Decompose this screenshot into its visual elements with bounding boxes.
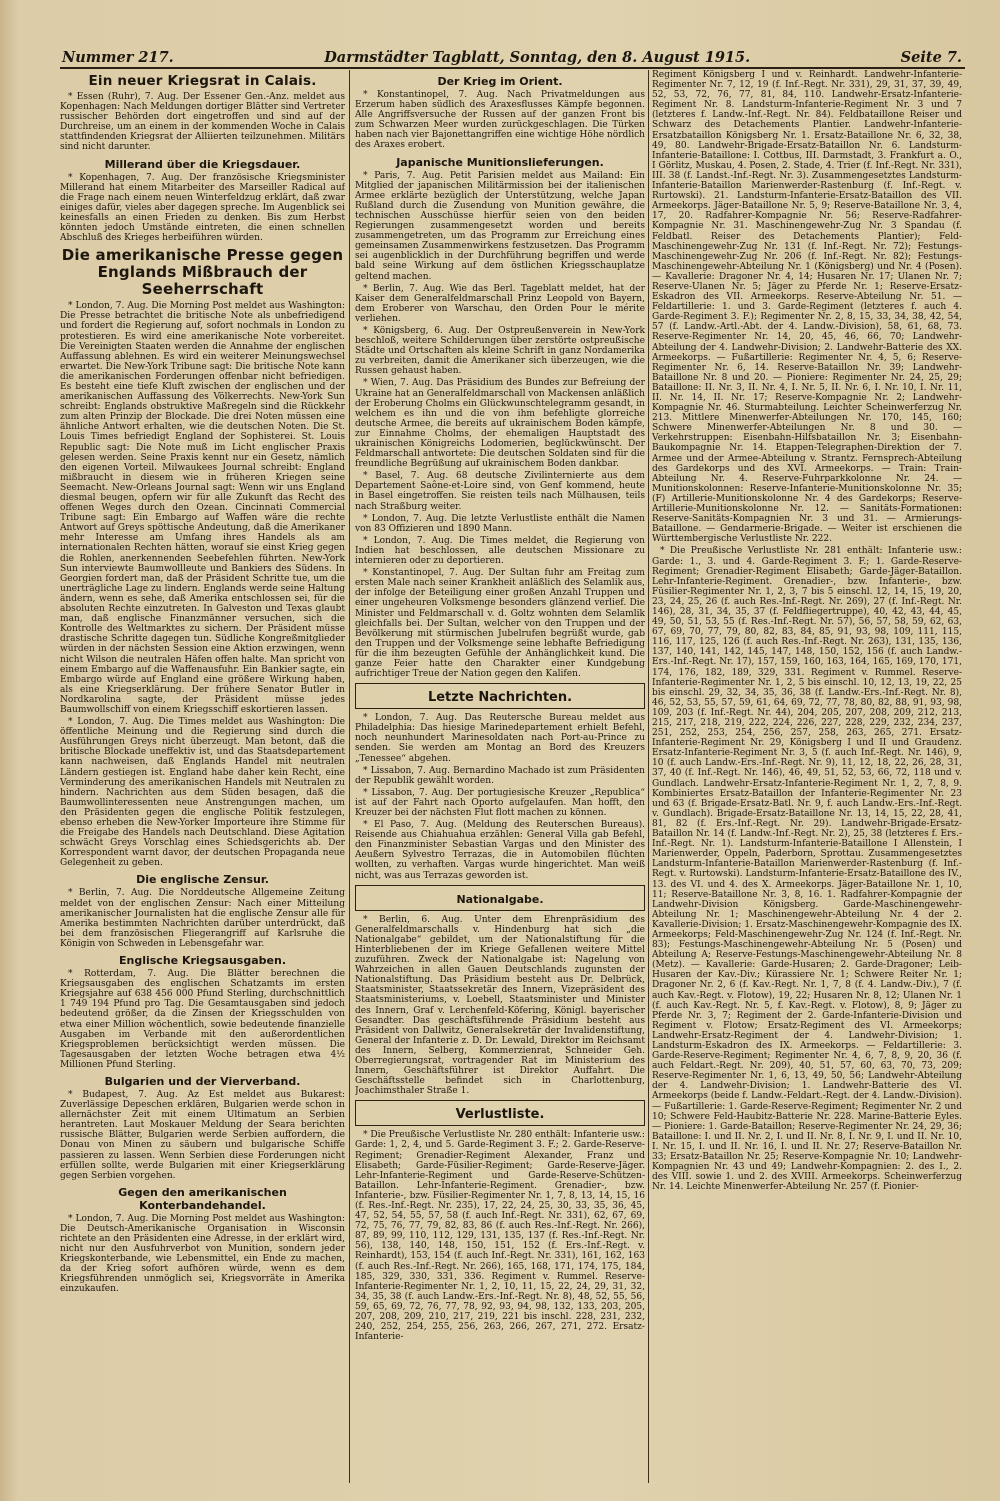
headline-orient: Der Krieg im Orient. (437, 75, 563, 88)
headline-millerand: Millerand über die Kriegsdauer. (104, 157, 301, 171)
issue-number: Nummer 217. (62, 49, 174, 66)
article-nationalgabe: * Berlin, 6. Aug. Unter dem Ehrenpräsidium des Generalfeldmarschalls v. Hindenburg hat sich „die Nationalgabe“ gebildet, um der Nationalstiftung für die Hinterbliebenen der im Kriege Gefallenen weitere Mittel zuzuführen. Zweck der Nationalgabe ist: Nagelung von Wahrzeichen in allen Gauen Deutschlands zugunsten der Nationalstiftung. Das Präsidium besteht aus Dr. Delbrück, Staatsminister, Staatssekretär des Innern, Vizepräsident des Staatsministeriums, v. Loebell, Staatsminister und Minister des Innern, Graf v. Lerchenfeld-Köfering, Königl. bayerischer Gesandter. Das geschäftsführende Präsidium besteht aus Präsident von Dallwitz, Generalsekretär der Invalidenstiftung, General der Infanterie z. D. Dr. Lewald, Direktor im Reichsamt des Innern, Selberg, Kommerzienrat, Schneider Geh. Oberregierungsrat, vortragender Rat im Ministerium des Innern, Geschäftsführer ist Direktor Auffahrt. Die Geschäftsstelle befindet sich in Charlottenburg, Joachimsthaler Straße 1. (355, 914, 645, 1097)
article-american-press-1: * London, 7. Aug. Die Morning Post meldet aus Washington: Die Presse betrachtet die britische Note als unbefriedigend und fordert die Regierung auf, sofort nochmals in London zu protestieren. Es wird eine amerikanische Note vorbereitet. Die Vereinigten Staaten werden die Annahme der englischen Auffassung ablehnen. Es wird ein weiterer Meinungswechsel erwartet. Die New-York Tribune sagt: Die britische Note kann die amerikanischen Forderungen offenbar nicht befriedigen. Es besteht eine tiefe Kluft zwischen der englischen und der amerikanischen Auffassung des Völkerrechts. New-York Sun schreibt: Englands obstruktive Maßregeln sind die Rückkehr zum alten Prinzip der Blockade. Die drei Noten müssen eine ähnliche Antwort erhalten, wie die deutschen Noten. Die St. Louis Times befriedigt England der Sophisterei. St. Louis Republic sagt: Die Note muß im Licht englischer Praxis gelesen werden. Seine Praxis kennt nur ein Gesetz, nämlich den eigenen Vorteil. Milwaukees Journal schreibt: England mißbraucht in diesem wie in früheren Kriegen seine Seemacht. New-Orleans Journal sagt: Wenn wir uns England diesmal beugen, opfern wir für alle Zukunft das Recht des offenen Weges durch den Ozean. Cincinnati Commercial Tribune sagt: Ein Embargo auf Waffen wäre die rechte Antwort auf Greys spöttische Andeutung, daß die Amerikaner mehr Interesse am Umfang ihres Handels als am internationalen Rechten hätten, worauf sie einst Krieg gegen die Rohlen, anerkennenden Seebefehlen führten. New-York Sun interviewte Baumwollleute und Bankiers des Südens. In Georgien fordert man, daß der Präsident Schritte tue, um die unerträgliche Lage zu lindern. Englands werde seine Haltung ändern, wenn es sehe, daß Amerika entschlossen sei, für die absoluten Rechte einzutreten. In Galveston und Texas glaubt man, daß englische Finanzmänner versuchen, sich die Kontrolle des Weltmarktes zu sichern. Der Präsident müsse drastische Schritte dagegen tun. Südliche Kongreßmitglieder würden in der nächsten Session eine Aktion erzwingen, wenn nicht Wilson die neutralen Häfen offen halte. Man spricht von einem Embargo auf die Waffenausfuhr. Ein Bankier sagte, ein Embargo würde auf England eine größere Wirkung haben, als eine Kriegserklärung. Der frühere Senator Butler in Nordkarolina sagte, der Präsident müsse jedes Baumwollschiff von einem Kriegsschiff eskortieren lassen. (60, 301, 345, 715)
article-casualty-list-280: * Die Preußische Verlustliste Nr. 280 enthält: Infanterie usw.: Garde: 1, 2, 4, und 5. Garde-Regiment 3. F.; 2. Garde-Reserve-Regiment; Grenadier-Regiment Alexander, Franz und Elisabeth; Garde-Füsilier-Regiment; Garde-Reserve-Jäger. Lehr-Infanterie-Regiment und Garde-Reserve-Schützen-Bataillon. Lehr-Infanterie-Regiment. Grenadier-, bzw. Infanterie-, bzw. Füsilier-Regimenter Nr. 1, 7, 8, 13, 14, 15, 16 (f. Res.-Inf.-Regt. Nr. 235), 17, 22, 24, 25, 30, 33, 35, 36, 45, 47, 52, 54, 55, 57, 58 (f. auch Inf.-Regt. Nr. 331), 62, 67, 69, 72, 75, 76, 77, 79, 82, 83, 86 (f. auch Res.-Inf.-Regt. Nr. 266), 87, 89, 99, 110, 112, 129, 131, 135, 137 (f. Res.-Inf.-Regt. Nr. 56), 138, 140, 148, 150, 151, 152 (f. Ers.-Inf.-Regt. v. Reinhardt), 153, 154 (f. auch Inf.-Regt. Nr. 331), 161, 162, 163 (f. auch Res.-Inf.-Regt. Nr. 266), 165, 168, 171, 174, 175, 184, 185, 329, 330, 331, 336. Regiment v. Rummel. Reserve-Infanterie-Regimenter Nr. 1, 2, 10, 11, 15, 22, 24, 29, 31, 32, 34, 35, 38 (f. auch Landw.-Ers.-Inf.-Regt. Nr. 8), 48, 52, 55, 56, 59, 65, 69, 72, 76, 77, 78, 92, 93, 94, 98, 132, 133, 203, 205, 207, 208, 209, 210, 217, 219, 221 bis inschl. 228, 231, 232, 240, 252, 254, 255, 256, 263, 266, 267, 271, 272. Ersatz-Infanterie- (355, 1130, 645, 1343)
article-calais: * Essen (Ruhr), 7. Aug. Der Essener Gen.-Anz. meldet aus Kopenhagen: Nach Meldungen dortiger Blätter sind Vertreter russischer Behörden dort eingetroffen und sind auf der Durchreise, um an einem in der kommenden Woche in Calais stattfindenden Kriegsrat der Alliierten teilzunehmen. Militärs sind nicht darunter. (60, 92, 345, 153)
article-war-expenses: * Rotterdam, 7. Aug. Die Blätter berechnen die Kriegsausgaben des englischen Schatzamts im ersten Kriegsjahre auf 638 456 000 Pfund Sterling, durchschnittlich 1 749 194 Pfund pro Tag. Die Gesamtausgaben sind jedoch bedeutend größer, da die Zinsen der Kriegsschulden von etwa einer Million wöchentlich, sowie bedeutende finanzielle Ausgaben im Verbande mit den außerordentlichen Kriegsproblemen berücksichtigt werden müssen. Die Tagesausgaben der letzten Woche betragen etwa 4½ Millionen Pfund Sterling. (60, 969, 345, 1070)
article-bulgaria: * Budapest, 7. Aug. Az Est meldet aus Bukarest: Zuverlässige Depeschen erklären, Bulgarien werde schon in allernächster Zeit mit einem Ultimatum an Serbien herantreten. Laut Moskauer Meldung der Seara berichten russische Blätter, Bulgarien werde Serbien auffordern, die Donau von Minen zu säubern und bulgarische Schiffe passieren zu lassen. Wenn Serbien diese Forderungen nicht erfüllen sollte, werde Bulgarien mit einer Kriegserklärung gegen Serbien vorgehen. (60, 1089, 345, 1181)
page-number: Seite 7. (900, 49, 962, 66)
article-censorship: * Berlin, 7. Aug. Die Norddeutsche Allgemeine Zeitung meldet von der englischen Zensur: Nach einer Mitteilung amerikanischer Journalisten hat die englische Zensur alle für Amerika bestimmten Nachrichten darüber unterdrückt, daß bei dem französischen Fliegerangriff auf Karlsruhe die Königin von Schweden in Lebensgefahr war. (60, 888, 345, 949)
headline-censorship: Die englische Zensur. (136, 873, 269, 887)
column-divider-2 (648, 70, 649, 1483)
news-berlin: * Berlin, 7. Aug. Wie das Berl. Tageblatt meldet, hat der Kaiser dem Generalfeldmarschall Prinz Leopold von Bayern, dem Eroberer von Warschau, den Orden Pour le mérite verliehen. (355, 283, 645, 324)
article-contraband: * London, 7. Aug. Die Morning Post meldet aus Washington: Die Deutsch-Amerikanische Organisation in Wisconsin richtete an den Präsidenten eine Adresse, in der erklärt wird, nicht nur den Ausfuhrverbot von Munition, sondern jeder Kriegskonterbande, wie Lebensmittel, ein Ende zu machen, da der Krieg sofort aufhören würde, wenn es dem Kriegsführenden unmöglich sei, Kriegsvorräte in Amerika einzukaufen. (60, 1213, 345, 1295)
news-basel: * Basel, 7. Aug. 68 deutsche Zivilinternierte aus dem Departement Saône-et-Loire sind, von Genf kommend, heute in Basel eingetroffen. Sie reisten teils nach Mülhausen, teils nach Straßburg weiter. (355, 471, 645, 512)
column-divider-1 (349, 70, 350, 1483)
latest-news-box (355, 683, 645, 709)
headline-latest-news: Letzte Nachrichten. (427, 690, 573, 706)
headline-american-press: Die amerikanische Presse gegen Englands Mißbrauch der Seeherrschaft (61, 246, 344, 299)
news-london-1: * London, 7. Aug. Die letzte Verlustliste enthält die Namen von 83 Offizieren und 1890 Mann. (355, 513, 645, 534)
news-wien: * Wien, 7. Aug. Das Präsidium des Bundes zur Befreiung der Ukraine hat an Generalfeldmarschall von Mackensen anläßlich der Eroberung Cholms ein Glückwunschtelegramm gesandt, in welchem es ihn und die von ihm befehligte glorreiche deutsche Armee, die bereits auf ukrainischem Boden kämpfe, zur Einnahme Cholms, der ehemaligen Hauptstadt des ukrainischen Königreichs Lodomerien, beglückwünscht. Der Feldmarschall antwortete: Die deutschen Soldaten sind für die freundliche Begrüßung auf ukrainischem Boden dankbar. (355, 378, 645, 470)
headline-contraband: Gegen den amerikanischen Konterbandehandel. (118, 1185, 287, 1212)
news-konstantinopel: * Konstantinopel, 7. Aug. Der Sultan fuhr am Freitag zum ersten Male nach seiner Krankheit anläßlich des Selamlik aus, der infolge der Beteiligung einer großen Anzahl Truppen und einer ungeheuren Volksmenge besonders glänzend verlief. Die Minister und Feldmarschall v. d. Goltz wohnten dem Selamlik gleichfalls bei. Der Sultan, welcher von den Truppen und der Bevölkerung mit stürmischen Jubelrufen begrüßt wurde, gab den Truppen und der Volksmenge seine lebhafte Befriedigung für die ihm bezeugten Gefühle der Anhänglichkeit kund. Die ganze Feier hatte den Charakter einer Kundgebung aufrichtiger Treue der Nation gegen den Kalifen. (355, 568, 645, 680)
headline-nationalgabe: Nationalgabe. (456, 892, 544, 906)
headline-casualty-list: Verlustliste. (455, 1107, 545, 1123)
article-american-press-2: * London, 7. Aug. Die Times meldet aus Washington: Die öffentliche Meinung und die Regierung sind durch die Ausführungen Greys nicht überzeugt. Man betont, daß die britische Blockade uneffektiv ist, und das Staatsdepartement kann nachweisen, daß Englands Handel mit neutralen Ländern gestiegen ist. England habe daher kein Recht, eine Verminderung des amerikanischen Handels mit Neutralen zu hindern. Nachrichten aus dem Süden besagen, daß die Baumwollinteressenten neue Anstrengungen machen, um den Präsidenten gegen die englische Politik festzulegen, ebenso erheben die New-Yorker Importeure ihre Stimme für die Freigabe des Handels nach Deutschland. Diese Agitation schwächt Greys Vorschlag eines Schiedsgerichts ab. Der Korrespondent warnt davor, der deutschen Propaganda neue Gelegenheit zu geben. (60, 717, 345, 869)
latest-lissabon-1: * Lissabon, 7. Aug. Bernardino Machado ist zum Präsidenten der Republik gewählt worden. (355, 765, 645, 786)
masthead (62, 44, 962, 66)
latest-el-paso: * El Paso, 7. Aug. (Meldung des Reuterschen Bureaus). Reisende aus Chiahuahua erzählen: General Villa gab Befehl, den Finanzminister Sebastian Vargas und den Minister des Aeußern Sylvestro Terrazas, die in Automobilen flüchten wollten, zu verhaften. Vargas wurde hingerichtet. Man weiß nicht, was aus Terrazas geworden ist. (355, 820, 645, 881)
newspaper-title: Darmstädter Tagblatt, Sonntag, den 8. August 1915. (324, 49, 751, 66)
headline-war-expenses: Englische Kriegsausgaben. (119, 954, 286, 968)
headline-calais: Ein neuer Kriegsrat in Calais. (88, 73, 317, 89)
headline-japanese-munitions: Japanische Munitionslieferungen. (396, 155, 604, 169)
nationalgabe-box (355, 885, 645, 911)
latest-lissabon-2: * Lissabon, 7. Aug. Der portugiesische Kreuzer „Republica“ ist auf der Fahrt nach Oporto aufgelaufen. Man hofft, den Kreuzer bei der nächsten Flut flott machen zu können. (355, 787, 645, 818)
casualty-list-280-continued: Regiment Königsberg I und v. Reinhardt. Landwehr-Infanterie-Regimenter Nr. 7, 12, 19 (f. Inf.-Regt. Nr. 331), 29, 31, 37, 39, 49, 52, 53, 72, 76, 77, 81, 84, 110. Landwehr-Ersatz-Infanterie-Regiment Nr. 8. Landsturm-Infanterie-Regiment Nr. 3 und 7 (letzteres f. Landw.-Inf.-Regt. Nr. 84). Feldbataillone Reiser und Schwarz des Detachements Plantier. Landwehr-Infanterie-Ersatzbataillon Königsberg Nr. 1. Ersatz-Bataillone Nr. 6, 32, 38, 49, 80. Landwehr-Brigade-Ersatz-Bataillon Nr. 6. Landsturm-Infanterie-Bataillone: I. Cottbus, III. Darmstadt, 3. Frankfurt a. O., I Görlitz, Muskau, 4. Posen, 2. Stade, 4. Trier (f. Inf.-Regt. Nr. 331), III. 38 (f. Landst.-Inf.-Regt. Nr. 3). Zusammengesetztes Landsturm-Infanterie-Bataillon Marienwerder-Rastenburg (f. Inf.-Regt. v. Rurtowski). 21. Landsturm-Infanterie-Ersatz-Bataillon des VII. Armeekorps. Jäger-Bataillone Nr. 5, 9; Reserve-Bataillone Nr. 3, 4, 17, 20. Radfahrer-Kompagnie Nr. 56; Reserve-Radfahrer-Kompagnie Nr. 31. Maschinengewehr-Zug Nr. 3 Spandau (f. Feldbatl. Reiser des Detachements Plantier); Feld-Maschinengewehr-Zug Nr. 131 (f. Inf.-Regt. Nr. 72); Festungs-Maschinengewehr-Zug Nr. 206 (f. Inf.-Regt. Nr. 82); Festungs-Maschinengewehr-Abteilung Nr. 1 (Königsberg) und Nr. 4 (Posen). — Kavallerie: Dragoner Nr. 4, 14; Husaren Nr. 17; Ulanen Nr. 7; Reserve-Ulanen Nr. 5; Jäger zu Pferde Nr. 1; Reserve-Ersatz-Eskadron des VII. Armeekorps. Reserve-Abteilung Nr. 51. — Feldartillerie: 1. und 3. Garde-Regiment (letzteres f. auch 4. Garde-Regiment 3. F.); Regimenter Nr. 2, 8, 15, 33, 34, 38, 42, 54, 57 (f. Landw.-Artl.-Abt. der 4. Landw.-Division), 58, 61, 68, 73. Reserve-Regimenter Nr. 14, 20, 45, 46, 66, 70; Landwehr-Abteilung der 4. Landwehr-Division; 2. Landwehr-Batterie des XX. Armeekorps. — Fußartillerie: Regimenter Nr. 4, 5, 6; Reserve-Regimenter Nr. 6, 14. Reserve-Bataillon Nr. 39; Landwehr-Bataillone Nr. 8 und 20. — Pioniere: Regimenter Nr. 24, 25, 29; Bataillone: II. Nr. 3, II. Nr. 4, I. Nr. 5, II. Nr. 6, I. Nr. 10, I. Nr. 11, II. Nr. 14, II. Nr. 17; Reserve-Kompagnie Nr. 2; Landwehr-Kompagnie Nr. 46. Sturmabteilung. Leichter Scheinwerferzug Nr. 213. Mittlere Minenwerfer-Abteilungen Nr. 170, 145, 160; Schwere Minenwerfer-Abteilungen Nr. 8 und 30. — Verkehrstruppen: Eisenbahn-Hilfsbataillon Nr. 3; Eisenbahn-Baukompagnie Nr. 14. Etappen-Telegraphen-Direktion der 7. Armee und der Armee-Abteilung v. Strantz. Fernsprech-Abteilung des Gardekorps und des XVI. Armeekorps. — Train: Train-Abteilung Nr. 4. Reserve-Fuhrparkkolonne Nr. 24. — Munitionskolonnen: Reserve-Infanterie-Munitionskolonne Nr. 35; (F) Artillerie-Munitionskolonne Nr. 4 des Gardekorps; Reserve-Artillerie-Munitionskolonne Nr. 12. — Sanitäts-Formationen: Reserve-Sanitäts-Kompagnien Nr. 3 und 31. — Armierungs-Bataillone. — Gendarmerie-Brigade. — Weiter ist erschienen die Württembergische Verlustliste Nr. 222. (652, 70, 962, 545)
casualty-list-281: * Die Preußische Verlustliste Nr. 281 enthält: Infanterie usw.: Garde: 1., 3. und 4. Garde-Regiment 3. F.; 1. Garde-Reserve-Regiment; Grenadier-Regiment Elisabeth; Garde-Jäger-Bataillon. Lehr-Infanterie-Regiment. Grenadier-, bzw. Infanterie-, bzw. Füsilier-Regimenter Nr. 1, 2, 3, 7 bis 5 einschl. 12, 14, 15, 19, 20, 23, 24, 25, 26 (f. auch Res.-Inf.-Regt. Nr. 269), 27 (f. Inf.-Regt. Nr. 146), 28, 31, 34, 35, 37 (f. Feldfliegertruppe), 40, 42, 43, 44, 45, 49, 50, 51, 53, 55 (f. Res.-Inf.-Regt. Nr. 57), 56, 57, 58, 59, 62, 63, 67, 69, 70, 77, 79, 80, 82, 83, 84, 85, 91, 93, 98, 109, 111, 115, 116, 117, 125, 126 (f. auch Res.-Inf.-Regt. Nr. 263), 131, 135, 136, 137, 140, 141, 142, 145, 147, 148, 150, 152, 156 (f. auch Landw.-Ers.-Inf.-Regt. Nr. 17), 157, 159, 160, 163, 164, 165, 169, 170, 171, 174, 176, 182, 189, 329, 331. Regiment v. Rummel. Reserve-Infanterie-Regimenter Nr. 1, 2, 5 bis einschl. 10, 12, 13, 19, 22, 25 bis einschl. 29, 32, 34, 35, 36, 38 (f. Landw.-Ers.-Inf.-Regt. Nr. 8), 46, 52, 53, 55, 57, 59, 61, 64, 69, 72, 77, 78, 80, 82, 88, 91, 93, 98, 109, 203 (f. Inf.-Regt. Nr. 44), 204, 205, 207, 208, 209, 212, 213, 215, 217, 218, 219, 222, 224, 226, 227, 228, 229, 232, 234, 237, 251, 252, 253, 254, 256, 257, 258, 263, 265, 271. Ersatz-Infanterie-Regiment Nr. 29, Königsberg I und II und Graudenz. Ersatz-Infanterie-Regiment Nr. 3, 5 (f. auch Inf.-Regt. Nr. 146), 9, 10 (f. auch Landw.-Ers.-Inf.-Regt. Nr. 9), 11, 12, 18, 22, 26, 28, 31, 37, 40 (f. Inf.-Regt. Nr. 146), 46, 49, 51, 52, 53, 66, 72, 118 und v. Gundlach. Landwehr-Ersatz-Infanterie-Regiment Nr. 1, 2, 7, 8, 9. Kombiniertes Ersatz-Bataillon der Infanterie-Regimenter Nr. 23 und 63 (f. Brigade-Ersatz-Batl. Nr. 9, f. auch Landw.-Ers.-Inf.-Regt. v. Gundlach). Brigade-Ersatz-Bataillone Nr. 13, 14, 15, 22, 28, 41, 81, 82 (f. Ers.-Inf.-Regt. Nr. 29). Landwehr-Brigade-Ersatz-Bataillon Nr. 14 (f. Landw.-Inf.-Regt. Nr. 2), 25, 38 (letzteres f. Ers.-Inf.-Regt. Nr. 1). Landsturm-Infanterie-Bataillone I Allenstein, I Marienwerder, Oppeln, Paderborn, Sprottau. Zusammengesetztes Landsturm-Infanterie-Bataillon Marienwerder-Rastenburg (f. Inf.-Regt. v. Rurtowski). Landsturm-Infanterie-Ersatz-Bataillone des IV., 13. des VI. und 4. des X. Armeekorps. Jäger-Bataillone Nr. 1, 10, 11; Reserve-Bataillone Nr. 3, 8, 16. 1. Radfahrer-Kompagnie der Landwehr-Division Königsberg. Garde-Maschinengewehr-Abteilung Nr. 1; Maschinengewehr-Abteilung Nr. 4 der 2. Kavallerie-Division; 1. Ersatz-Maschinengewehr-Kompagnie des IX. Armeekorps; Feld-Maschinengewehr-Zug Nr. 124 (f. Inf.-Regt. Nr. 83); Festungs-Maschinengewehr-Abteilung Nr. 5 (Posen) und Abteilung A; Reserve-Festungs-Maschinengewehr-Abteilung Nr. 8 (Metz). — Kavallerie: Garde-Husaren; 2. Garde-Dragoner; Leib-Husaren der Kav.-Div.; Kürassiere Nr. 1; Schwere Reiter Nr. 1; Dragoner Nr. 2, 6 (f. Kav.-Regt. Nr. 1, 7, 8 (f. 4. Landw.-Div.), 7 (f. auch Kav.-Regt. v. Flotow), 19, 22; Husaren Nr. 8, 12; Ulanen Nr. 1 (f. auch Kav.-Regt. Nr. 5, f. Kav.-Regt. v. Flotow), 8, 9; Jäger zu Pferde Nr. 3, 7; Regiment der 2. Garde-Infanterie-Division und Regiment v. Flotow; Ersatz-Regiment des VI. Armeekorps; Landwehr-Ersatz-Regiment der 4. Landwehr-Division; 1. Landsturm-Eskadron des IX. Armeekorps. — Feldartillerie: 3. Garde-Reserve-Regiment; Regimenter Nr. 4, 6, 7, 8, 9, 20, 36 (f. auch Feldart.-Regt. Nr. 209), 40, 51, 57, 60, 63, 70, 73, 209; Reserve-Regimenter Nr. 1, 6, 13, 49, 50, 56; Landwehr-Abteilung der 4. Landwehr-Division; 1. Landwehr-Batterie des VI. Armeekorps (beide f. Landw.-Feldart.-Regt. der 4. Landw.-Division). — Fußartillerie: 1. Garde-Reserve-Regiment; Regimenter Nr. 2 und 10; Schwere Feld-Haubitz-Batterie Nr. 228. Marine-Batterie Eyles. — Pioniere: 1. Garde-Bataillon; Reserve-Regimenter Nr. 24, 29, 36; Bataillone: I. und II. Nr. 2, I. und II. Nr. 8, I. Nr. 9, I. und II. Nr. 10, I. Nr. 15, I. und II. Nr. 16, I. und II. Nr. 27; Reserve-Bataillon Nr. 33; Ersatz-Bataillon Nr. 25; Reserve-Kompagnie Nr. 10; Landwehr-Kompagnien Nr. 43 und 49; Landwehr-Kompagnien: 2. des I., 2. des VIII. sowie 1. und 2. des XVIII. Armeekorps. Scheinwerferzug Nr. 14. Leichte Minenwerfer-Abteilung Nr. 257 (f. Pionier- (652, 546, 962, 1193)
article-millerand: * Kopenhagen, 7. Aug. Der französische Kriegsminister Millerand hat einem Mitarbeiter des Marseiller Radical auf die Frage nach einem neuen Winterfeldzug erklärt, daß zwar einiges dafür, vieles aber dagegen spreche. Im Augenblick sei keinesfalls an einen Frieden zu denken. Bis zum Herbst könnten jedoch Umstände eintreten, die einen schnellen Abschluß des Krieges herbeiführen würden. (60, 172, 345, 244)
column-1 (60, 70, 345, 1483)
masthead-rule (60, 67, 965, 69)
article-japanese-munitions: * Paris, 7. Aug. Petit Parisien meldet aus Mailand: Ein Mitglied der japanischen Militärmission bei der italienischen Armee erklärte bezüglich der Unterstützung, welche Japan Rußland durch die Zusendung von Munition gewähre, die technischen Ausschüsse hierfür seien von den beiden Regierungen zusammengesetzt worden und bereits zusammengetreten, um das Programm zur Erreichung eines gemeinsamen Zusammenwirkens festzusetzen. Das Programm sei augenblicklich in der Durchführung begriffen und werde bald seine Wirkung auf dem östlichen Kriegsschauplatze geltend machen. (355, 170, 645, 282)
article-orient: * Konstantinopel, 7. Aug. Nach Privatmeldungen aus Erzerum haben südlich des Araxesflusses Kämpfe begonnen. Alle Angriffsversuche der Russen auf der ganzen Front bis zum Schwarzen Meer wurden zurückgeschlagen. Die Türken haben nach vier Bajonettangriffen eine wichtige Höhe nördlich des Araxes erobert. (355, 90, 645, 151)
casualty-list-box (355, 1100, 645, 1126)
column-3 (652, 70, 962, 1483)
news-london-2: * London, 7. Aug. Die Times meldet, die Regierung von Indien hat beschlossen, alle deutschen Missionare zu internieren oder zu deportieren. (355, 535, 645, 567)
column-2 (355, 70, 645, 1483)
headline-bulgaria: Bulgarien und der Vierverband. (104, 1074, 301, 1088)
latest-london: * London, 7. Aug. Das Reutersche Bureau meldet aus Philadelphia: Das hiesige Marinedepartement erhielt Befehl, noch neunhundert Marinesoldaten nach Port-au-Prince zu senden. Sie werden am Montag an Bord des Kreuzers „Tenessee“ abgehen. (355, 713, 645, 764)
news-koenigsberg: * Königsberg, 6. Aug. Der Ostpreußenverein in New-York beschloß, weitere Schilderungen über zerstörte ostpreußische Städte und Ortschaften als kleine Schrift in ganz Nordamerika zu verbreiten, damit die Amerikaner sich überzeugen, wie die Russen gehaust haben. (355, 325, 645, 377)
